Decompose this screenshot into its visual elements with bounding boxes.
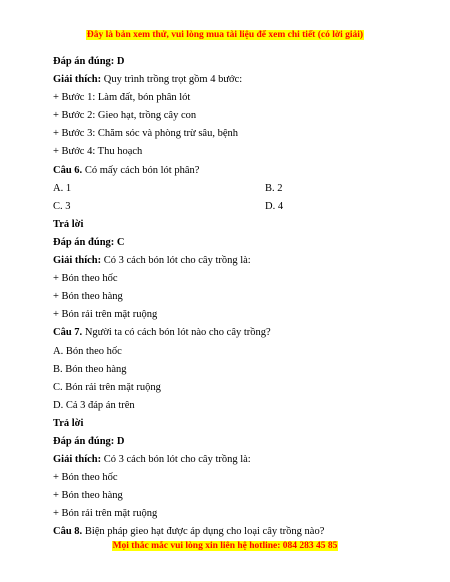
list-item: + Bước 1: Làm đất, bón phân lót bbox=[53, 92, 191, 104]
document-body bbox=[53, 53, 403, 542]
list-item: + Bón theo hốc bbox=[53, 273, 118, 285]
option-a: A. 1 bbox=[53, 182, 72, 194]
question-6 bbox=[53, 162, 403, 180]
list-item: + Bước 2: Gieo hạt, trồng cây con bbox=[53, 110, 197, 122]
option-a: A. Bón theo hốc bbox=[53, 345, 122, 357]
option-c: C. Bón rải trên mặt ruộng bbox=[53, 381, 161, 393]
explanation-text: Quy trình trồng trọt gồm 4 bước: bbox=[101, 74, 243, 86]
reply-heading: Trả lời bbox=[53, 218, 84, 230]
preview-banner bbox=[0, 24, 450, 42]
option-b: B. 2 bbox=[265, 182, 283, 194]
explanation-line bbox=[53, 451, 403, 469]
option-d: D. Cả 3 đáp án trên bbox=[53, 399, 135, 411]
list-item: + Bước 4: Thu hoạch bbox=[53, 146, 143, 158]
question-text: Có mấy cách bón lót phân? bbox=[82, 164, 200, 176]
option-row bbox=[53, 180, 403, 198]
answer-line: Đáp án đúng: C bbox=[53, 236, 125, 248]
explanation-line bbox=[53, 252, 403, 270]
explanation-text: Có 3 cách bón lót cho cây trồng là: bbox=[101, 454, 251, 466]
explanation-text: Có 3 cách bón lót cho cây trồng là: bbox=[101, 255, 251, 267]
option-d: D. 4 bbox=[265, 200, 284, 212]
option-row bbox=[53, 198, 403, 216]
question-label: Câu 8. bbox=[53, 526, 83, 538]
list-item: + Bón rải trên mặt ruộng bbox=[53, 508, 158, 520]
hotline-banner-text: Mọi thắc mắc vui lòng xin liên hệ hotline: 084 283 45 85 bbox=[112, 541, 338, 551]
question-text: Người ta có cách bón lót nào cho cây trồng? bbox=[82, 327, 271, 339]
list-item: + Bón theo hàng bbox=[53, 490, 123, 502]
answer-line: Đáp án đúng: D bbox=[53, 56, 125, 67]
explanation-label: Giải thích: bbox=[53, 74, 102, 86]
reply-heading: Trả lời bbox=[53, 417, 84, 429]
list-item: + Bước 3: Chăm sóc và phòng trừ sâu, bệnh bbox=[53, 128, 238, 140]
question-label: Câu 6. bbox=[53, 164, 83, 176]
list-item: + Bón theo hốc bbox=[53, 472, 118, 484]
explanation-label: Giải thích: bbox=[53, 255, 102, 267]
explanation-label: Giải thích: bbox=[53, 454, 102, 466]
list-item: + Bón theo hàng bbox=[53, 291, 123, 303]
question-label: Câu 7. bbox=[53, 327, 83, 339]
option-c: C. 3 bbox=[53, 200, 71, 212]
answer-line: Đáp án đúng: D bbox=[53, 435, 125, 447]
explanation-line bbox=[53, 71, 403, 89]
question-text: Biện pháp gieo hạt được áp dụng cho loại cây trồng nào? bbox=[82, 526, 325, 538]
question-7 bbox=[53, 324, 403, 342]
preview-banner-text: Đây là bản xem thử, vui lòng mua tài liệu để xem chi tiết (có lời giải) bbox=[86, 30, 364, 40]
list-item: + Bón rải trên mặt ruộng bbox=[53, 309, 158, 321]
hotline-banner bbox=[0, 535, 450, 553]
option-b: B. Bón theo hàng bbox=[53, 363, 127, 375]
